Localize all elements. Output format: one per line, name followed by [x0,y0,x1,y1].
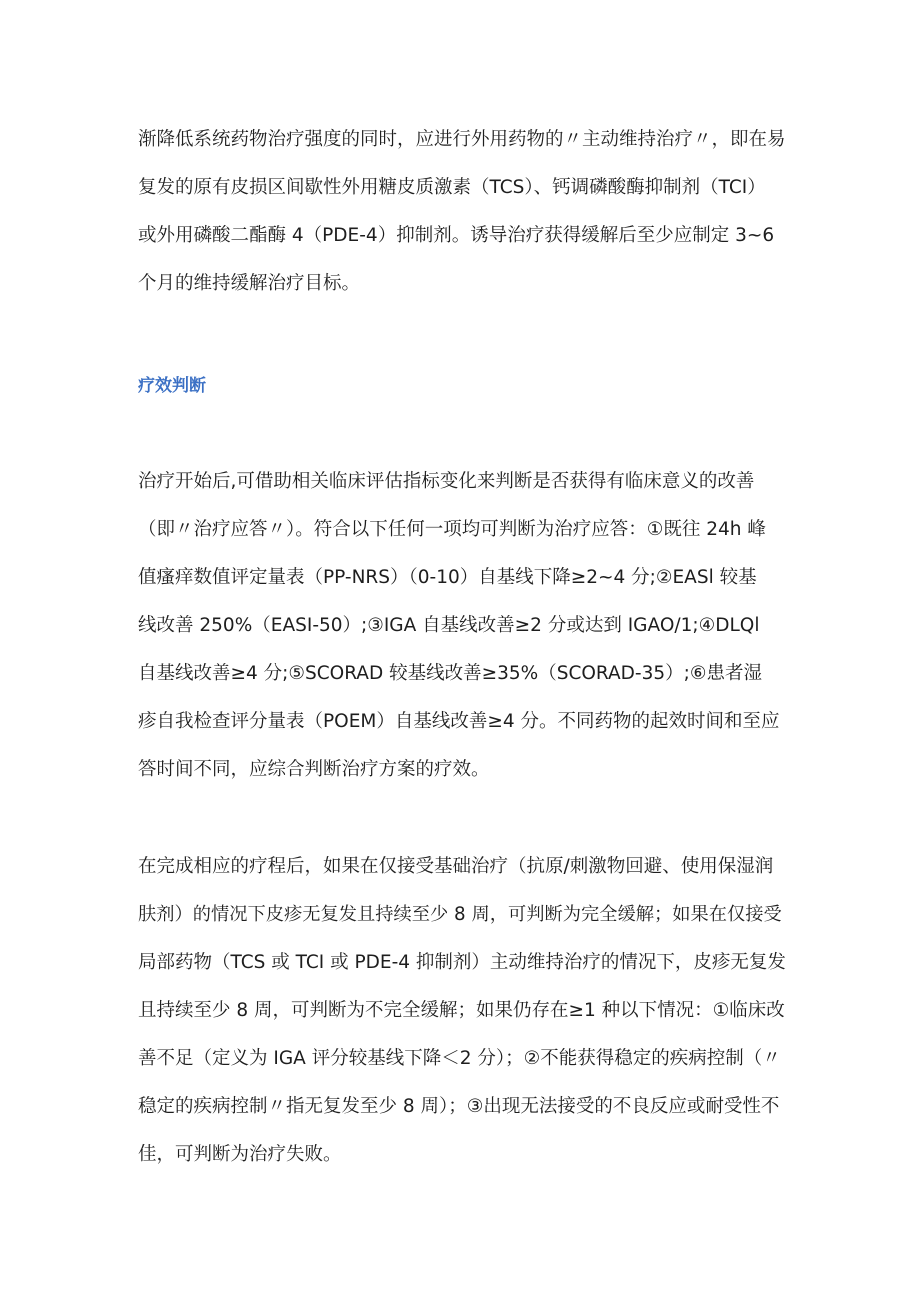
text-line: 自基线改善≥4 分;⑤SCORAD 较基线改善≥35%（SCORAD-35）;⑥患者湿 [138,663,762,684]
text-line: 佳，可判断为治疗失败。 [138,1144,342,1165]
text-line: 在完成相应的疗程后，如果在仅接受基础治疗（抗原/刺激物回避、使用保湿润 [138,856,774,877]
text-line: 局部药物（TCS 或 TCI 或 PDE-4 抑制剂）主动维持治疗的情况下，皮疹无复发 [138,952,786,973]
text-line: 线改善 250%（EASI-50）;③IGA 自基线改善≥2 分或达到 IGAO/1;④DLQl [138,615,760,636]
text-line: 或外用磷酸二酯酶 4（PDE-4）抑制剂。诱导治疗获得缓解后至少应制定 3~6 [138,225,775,246]
text-line: 复发的原有皮损区间歇性外用糖皮质激素（TCS）、钙调磷酸酶抑制剂（TCI） [138,177,766,198]
text-line: 治疗开始后,可借助相关临床评估指标变化来判断是否获得有临床意义的改善 [138,471,755,492]
text-line: （即〃治疗应答〃）。符合以下任何一项均可判断为治疗应答：①既往 24h 峰 [138,519,766,540]
text-line: 且持续至少 8 周，可判断为不完全缓解；如果仍存在≥1 种以下情况：①临床改 [138,1000,785,1021]
text-line: 稳定的疾病控制〃指无复发至少 8 周）；③出现无法接受的不良反应或耐受性不 [138,1096,780,1117]
text-line: 渐降低系统药物治疗强度的同时，应进行外用药物的〃主动维持治疗〃，即在易 [138,129,786,150]
text-line: 肤剂）的情况下皮疹无复发且持续至少 8 周，可判断为完全缓解；如果在仅接受 [138,904,782,925]
paragraph-maintenance-therapy [138,116,788,308]
text-line: 答时间不同，应综合判断治疗方案的疗效。 [138,759,490,780]
text-line: 疹自我检查评分量表（POEM）自基线改善≥4 分。不同药物的起效时间和至应 [138,711,780,732]
paragraph-treatment-response [138,458,788,794]
text-line: 值瘙痒数值评定量表（PP-NRS）（0-10）自基线下降≥2~4 分;②EASl 较基 [138,567,757,588]
section-heading: 疗效判断 [138,376,206,396]
paragraph-remission-criteria [138,843,788,1179]
text-line: 个月的维持缓解治疗目标。 [138,273,361,294]
text-line: 善不足（定义为 IGA 评分较基线下降＜2 分）；②不能获得稳定的疾病控制（〃 [138,1048,781,1069]
